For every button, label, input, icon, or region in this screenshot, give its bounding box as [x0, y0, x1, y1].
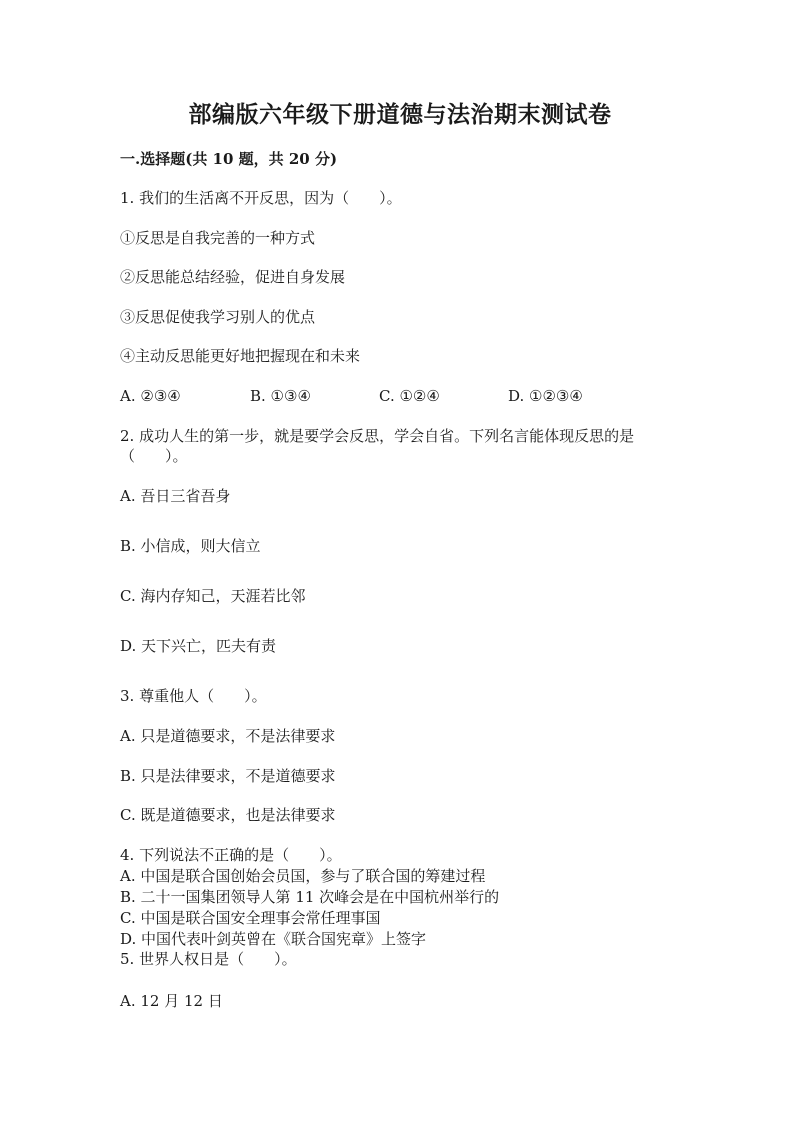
question-3-option-c: C. 既是道德要求，也是法律要求 [120, 806, 336, 824]
question-1-options [120, 386, 680, 406]
question-1-item-4: ④主动反思能更好地把握现在和未来 [120, 347, 361, 365]
question-4-option-d: D. 中国代表叶剑英曾在《联合国宪章》上签字 [120, 930, 427, 948]
question-1-option-a: A. ②③④ [120, 387, 181, 405]
question-5-stem: 5. 世界人权日是（ ）。 [120, 950, 297, 968]
question-4-option-c: C. 中国是联合国安全理事会常任理事国 [120, 909, 381, 927]
question-4-option-a: A. 中国是联合国创始会员国，参与了联合国的筹建过程 [120, 867, 486, 885]
question-4-option-b: B. 二十一国集团领导人第 11 次峰会是在中国杭州举行的 [120, 888, 500, 906]
question-1-option-b: B. ①③④ [250, 387, 311, 405]
question-1-option-c: C. ①②④ [379, 387, 440, 405]
question-1-stem: 1. 我们的生活离不开反思，因为（ ）。 [120, 189, 402, 207]
question-2-option-c: C. 海内存知己，天涯若比邻 [120, 587, 306, 605]
question-1-option-d: D. ①②③④ [508, 387, 583, 405]
question-1-item-1: ①反思是自我完善的一种方式 [120, 229, 316, 247]
section-heading: 一.选择题(共 10 题，共 20 分) [120, 150, 338, 168]
question-3-stem: 3. 尊重他人（ ）。 [120, 687, 267, 705]
question-1-item-3: ③反思促使我学习别人的优点 [120, 308, 316, 326]
question-4-stem: 4. 下列说法不正确的是（ ）。 [120, 846, 342, 864]
question-2-option-b: B. 小信成，则大信立 [120, 537, 261, 555]
question-2-stem: 2. 成功人生的第一步，就是要学会反思，学会自省。下列名言能体现反思的是 [120, 427, 635, 445]
page-title: 部编版六年级下册道德与法治期末测试卷 [188, 101, 612, 128]
question-2-stem-continued: （ ）。 [120, 447, 188, 465]
question-3-option-b: B. 只是法律要求，不是道德要求 [120, 767, 336, 785]
question-2-option-d: D. 天下兴亡，匹夫有责 [120, 637, 277, 655]
question-5-option-a: A. 12 月 12 日 [120, 992, 223, 1010]
question-1-item-2: ②反思能总结经验，促进自身发展 [120, 268, 346, 286]
question-3-option-a: A. 只是道德要求，不是法律要求 [120, 727, 336, 745]
question-2-option-a: A. 吾日三省吾身 [120, 487, 231, 505]
